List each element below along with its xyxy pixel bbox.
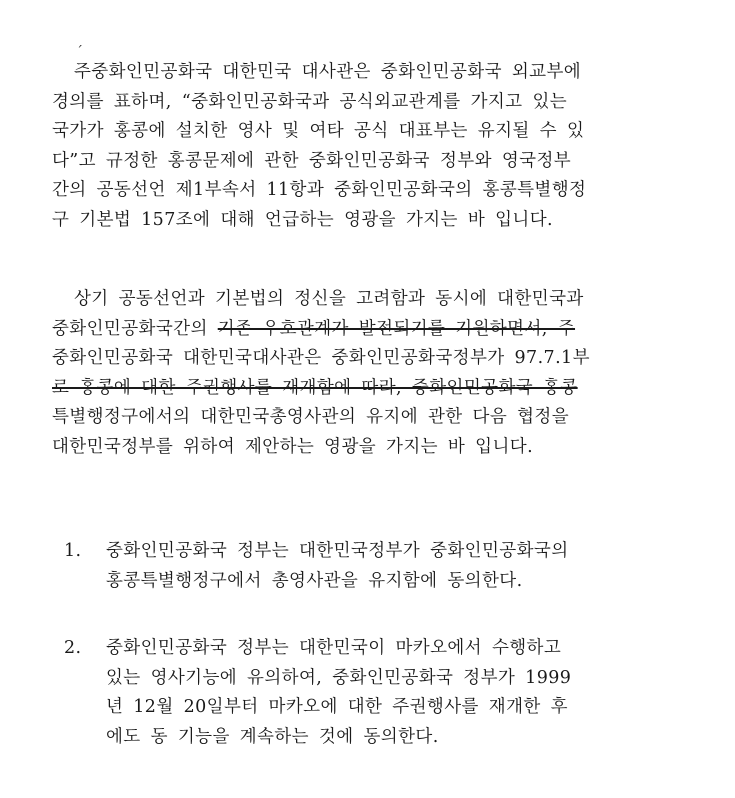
paragraph-1-line: 국가가 홍콩에 설치한 영사 및 여타 공식 대표부는 유지될 수 있: [52, 121, 585, 141]
paragraph-2-line-2: [52, 315, 692, 345]
handwritten-tick-mark: ˊ: [76, 44, 83, 60]
list-item-line: 년 12월 20일부터 마카오에 대한 주권행사를 재개한 후: [106, 697, 568, 717]
list-item-body: [106, 634, 686, 752]
struck-through-line: 로 홍콩에 대한 주권행사를 재개함에 따라, 중화인민공화국 홍콩: [52, 377, 578, 398]
list-item-line: 중화인민공화국 정부는 대한민국정부가 중화인민공화국의: [106, 541, 569, 561]
paragraph-2: [52, 285, 692, 462]
list-item-number: 1.: [64, 541, 82, 561]
paragraph-1: [52, 58, 692, 235]
list-item-number: 2.: [64, 638, 82, 658]
list-item-line: 에도 동 기능을 계속하는 것에 동의한다.: [106, 726, 439, 747]
paragraph-1-line: 다”고 규정한 홍콩문제에 관한 중화인민공화국 정부와 영국정부: [52, 150, 572, 171]
paragraph-1-line: 경의를 표하며, “중화인민공화국과 공식외교관계를 가지고 있는: [52, 91, 568, 112]
list-item-line: 중화인민공화국 정부는 대한민국이 마카오에서 수행하고: [106, 638, 562, 658]
list-item-body: [106, 537, 686, 596]
paragraph-2-line: 중화인민공화국 대한민국대사관은 중화인민공화국정부가 97.7.1부: [52, 348, 590, 368]
paragraph-2-line-2-plain: 중화인민공화국간의: [52, 318, 218, 339]
paragraph-2-line: 상기 공동선언과 기본법의 정신을 고려함과 동시에 대한민국과: [74, 289, 584, 309]
paragraph-1-line: 구 기본법 157조에 대해 언급하는 영광을 가지는 바 입니다.: [52, 209, 553, 230]
paragraph-1-line: 주중화인민공화국 대한민국 대사관은 중화인민공화국 외교부에: [74, 62, 582, 82]
paragraph-2-line: 대한민국정부를 위하여 제안하는 영광을 가지는 바 입니다.: [52, 436, 534, 457]
list-item-line: 홍콩특별행정구에서 총영사관을 유지함에 동의한다.: [106, 570, 523, 591]
struck-through-text: 기존 우호관계가 발전되기를 기원하면서, 주: [217, 318, 576, 339]
list-item-line: 있는 영사기능에 유의하여, 중화인민공화국 정부가 1999: [106, 667, 572, 688]
paragraph-2-line: 특별행정구에서의 대한민국총영사관의 유지에 관한 다음 협정을: [52, 407, 570, 427]
paragraph-1-line: 간의 공동선언 제1부속서 11항과 중화인민공화국의 홍콩특별행정: [52, 180, 587, 200]
